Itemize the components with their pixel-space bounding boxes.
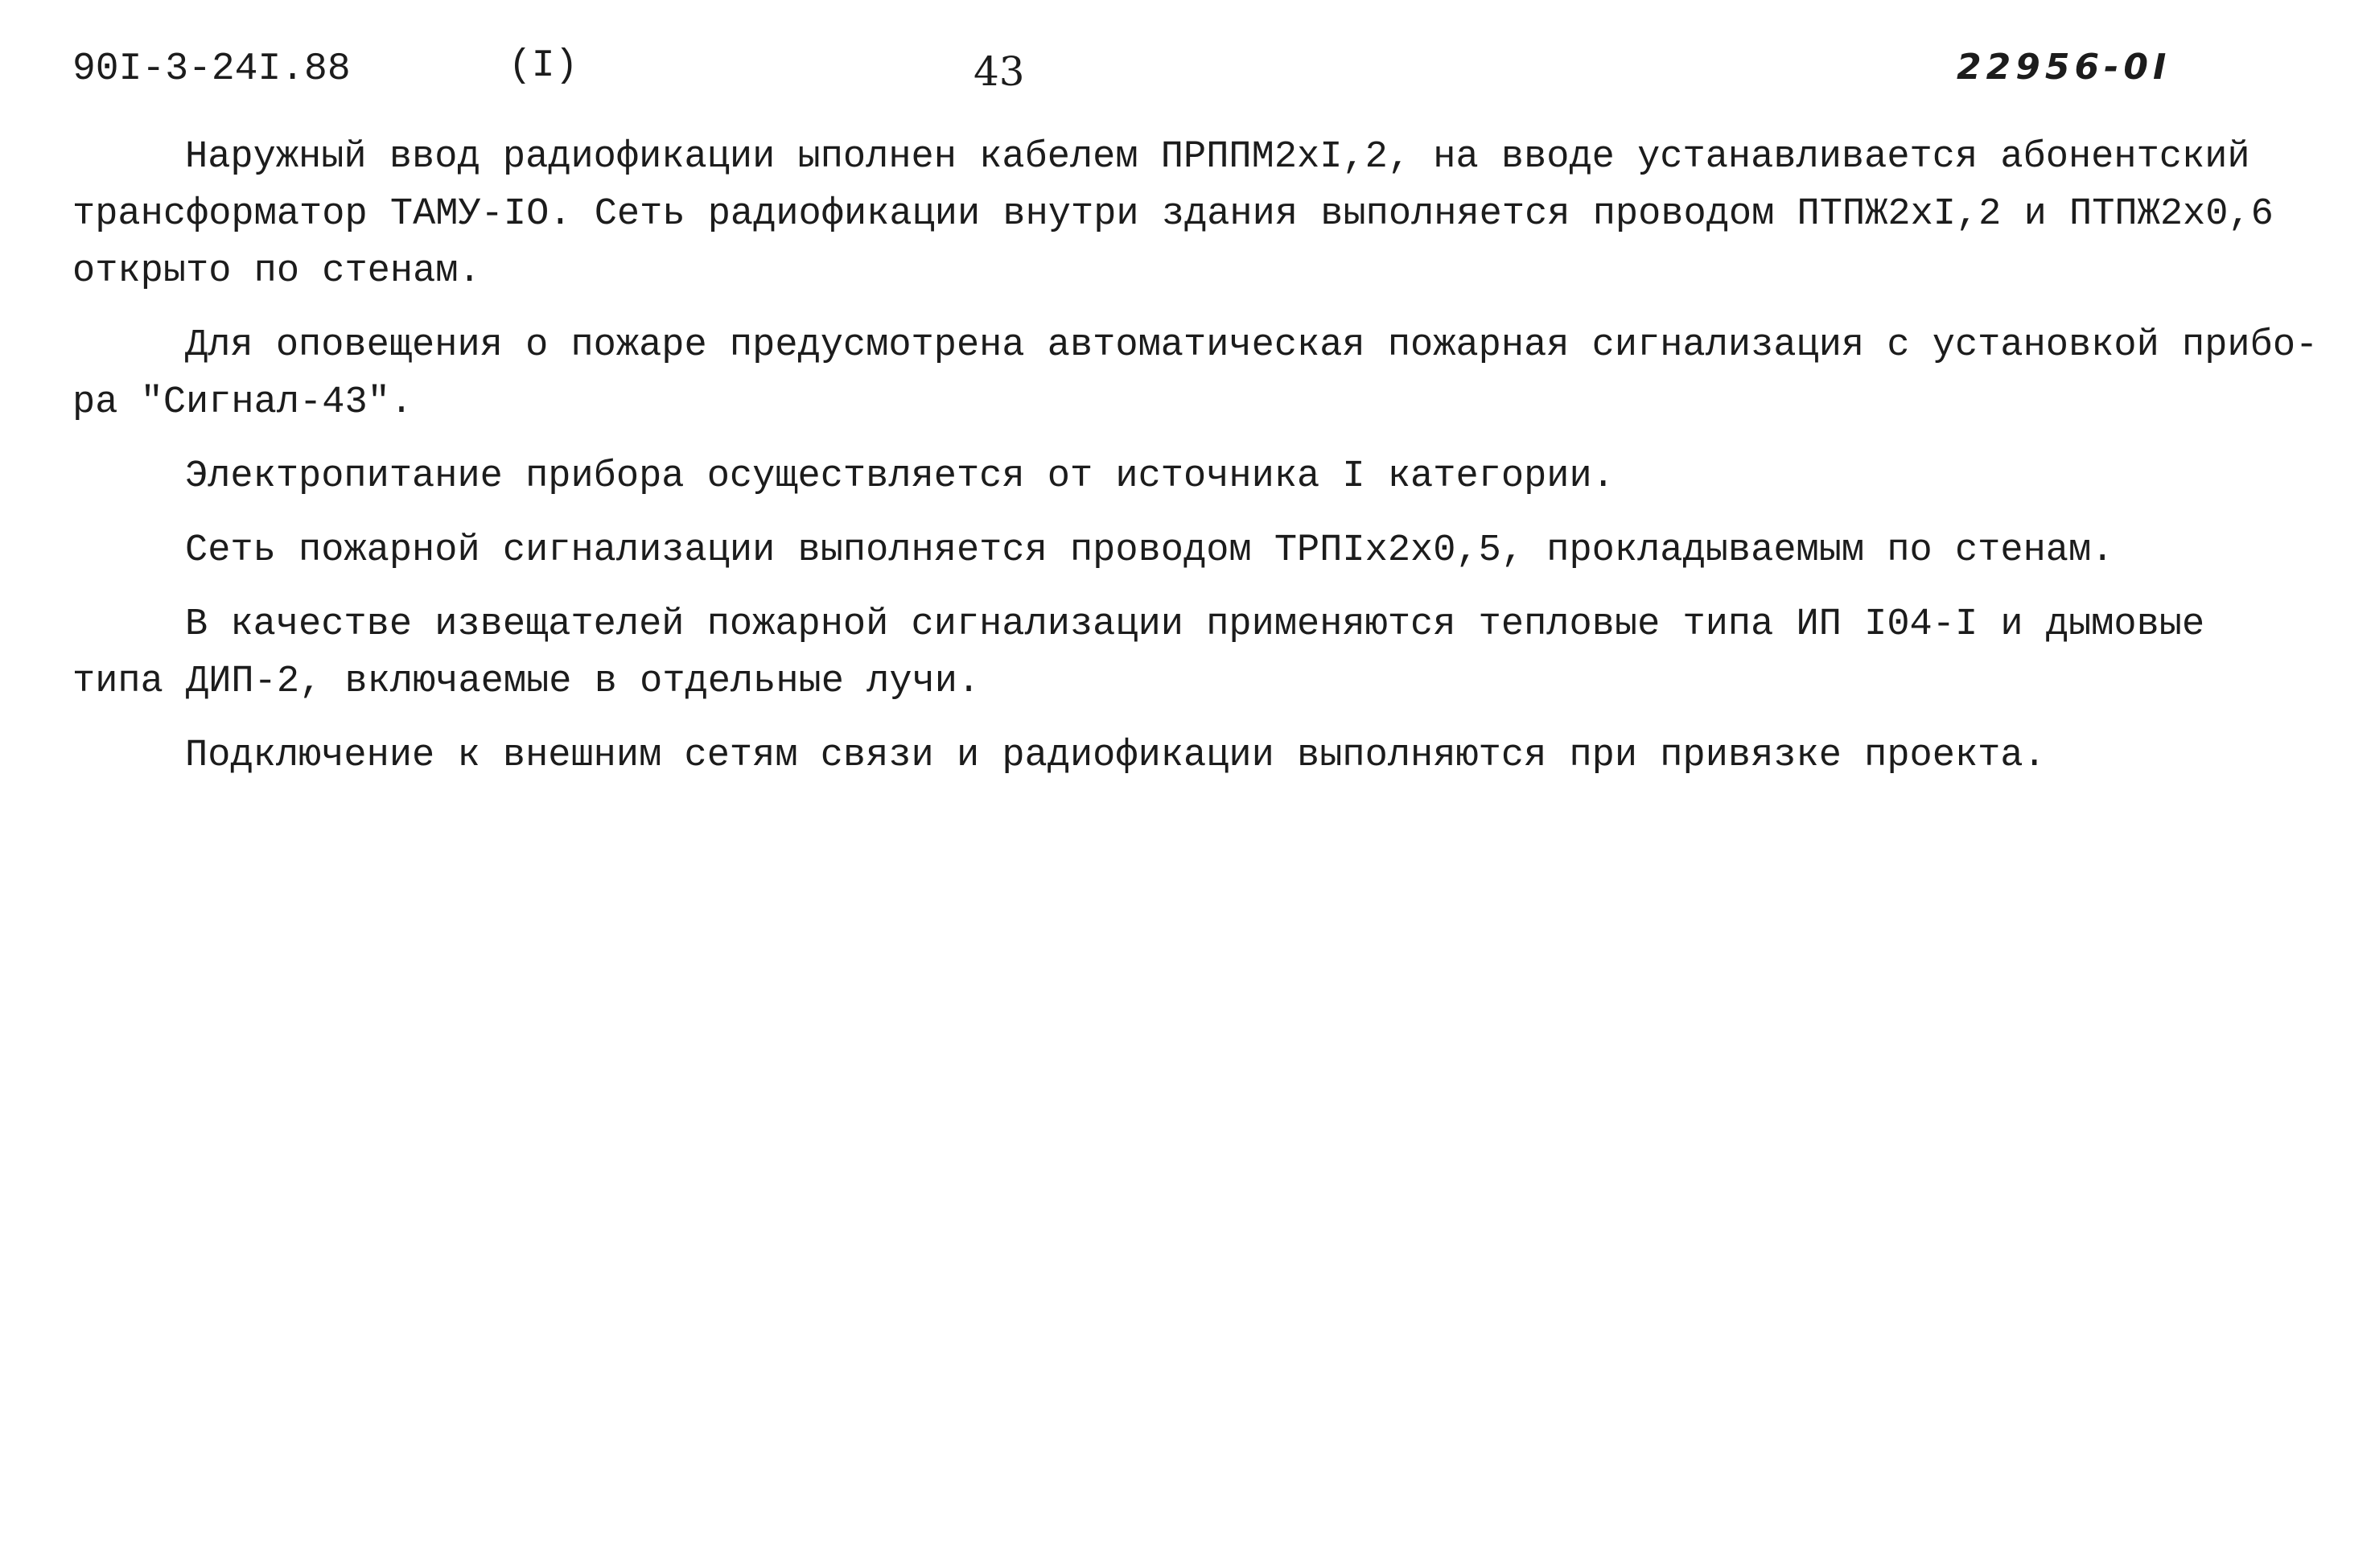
paragraph-fire-alarm: Для оповещения о пожаре предусмотрена автоматическая пожарная сигнализация с установкой прибо- ра "Сигнал-43". xyxy=(72,324,2319,424)
paragraph-alarm-network: Сеть пожарной сигнализации выполняется проводом ТРПIх2х0,5, прокладываемым по стенам. xyxy=(185,529,2114,572)
paragraph-external-connection: Подключение к внешним сетям связи и радиофикации выполняются при привязке проекта. xyxy=(185,735,2046,777)
paragraph-detectors: В качестве извещателей пожарной сигнализации применяются тепловые типа ИП I04-I и дымовые типа ДИП-2, включаемые в отдельные лучи. xyxy=(72,603,2205,703)
document-code: 90I-3-24I.88 xyxy=(72,47,351,91)
document-body xyxy=(72,129,2341,801)
sheet-marker: (I) xyxy=(508,44,578,88)
archive-number: 22956-0I xyxy=(1957,47,2171,88)
paragraph-radio-input: Наружный ввод радиофикации ыполнен кабелем ПРППМ2хI,2, на вводе устанавливается абонентский трансформатор ТАМУ-IО. Сеть радиофикации внутри здания выполняется проводом ПТПЖ2хI,2 и ПТПЖ2х0,6 открыто по стенам. xyxy=(72,136,2274,293)
page-number: 43 xyxy=(973,48,1025,95)
paragraph-power-supply: Электропитание прибора осуществляется от источника I категории. xyxy=(185,455,1615,498)
